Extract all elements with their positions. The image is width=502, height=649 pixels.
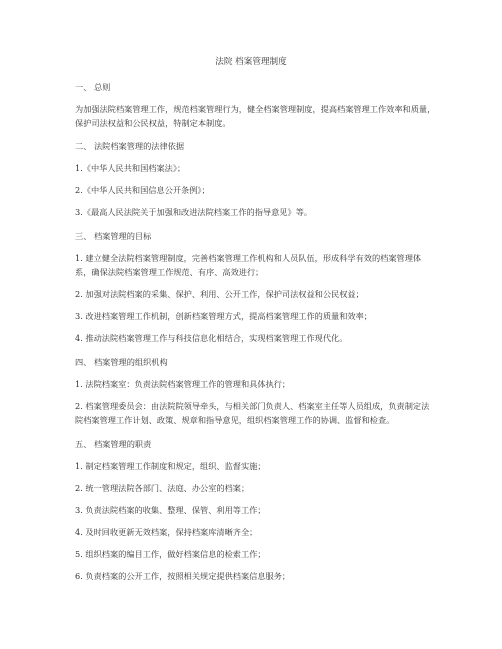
list-item: 3.《最高人民法院关于加强和改进法院档案工作的指导意见》等。: [75, 207, 313, 217]
list-item: 2.《中华人民共和国信息公开条例》；: [75, 185, 210, 195]
list-item: 1.《中华人民共和国档案法》；: [75, 163, 186, 173]
list-item: 4. 及时回收更新无效档案，保持档案库清晰齐全；: [75, 527, 258, 537]
list-item: 3. 改进档案管理工作机制，创新档案管理方式，提高档案管理工作的质量和效率；: [75, 311, 372, 321]
section-heading-goals: 三、 档案管理的目标: [75, 231, 152, 241]
document-body: [75, 80, 437, 591]
list-item: 2. 档案管理委员会：由法院院领导牵头，与相关部门负责人、档案室主任等人员组成，负责制定法院档案管理工作计划、政策、规章和指导意见，组织档案管理工作的协调、监督和检查。: [75, 401, 430, 425]
section-heading-legal-basis: 二、 法院档案管理的法律依据: [75, 141, 185, 151]
list-item: 5. 组织档案的编目工作，做好档案信息的检索工作；: [75, 549, 266, 559]
list-item: 1. 法院档案室：负责法院档案管理工作的管理和具体执行；: [75, 379, 291, 389]
list-item: 4. 推动法院档案管理工作与科技信息化相结合，实现档案管理工作现代化。: [75, 333, 348, 343]
section-heading-organization: 四、 档案管理的组织机构: [75, 357, 168, 367]
list-item: 1. 建立健全法院档案管理制度，完善档案管理工作机构和人员队伍，形成科学有效的档案管理体系，确保法院档案管理工作规范、有序、高效进行；: [75, 253, 422, 277]
list-item: 6. 负责档案的公开工作，按照相关规定提供档案信息服务；: [75, 571, 291, 581]
list-item: 3. 负责法院档案的收集、整理、保管、利用等工作；: [75, 505, 266, 515]
page-title: 法院 档案管理制度: [215, 57, 287, 67]
list-item: 1. 制定档案管理工作制度和规定，组织、监督实施；: [75, 461, 266, 471]
list-item: 2. 统一管理法院各部门、法庭、办公室的档案；: [75, 483, 250, 493]
section-paragraph-general: 为加强法院档案管理工作，规范档案管理行为，健全档案管理制度，提高档案管理工作效率和质量，保护司法权益和公民权益，特制定本制度。: [75, 104, 436, 128]
section-heading-general: 一、 总则: [75, 82, 111, 92]
section-heading-duties: 五、 档案管理的职责: [75, 439, 152, 449]
list-item: 2. 加强对法院档案的采集、保护、利用、公开工作，保护司法权益和公民权益；: [75, 289, 364, 299]
